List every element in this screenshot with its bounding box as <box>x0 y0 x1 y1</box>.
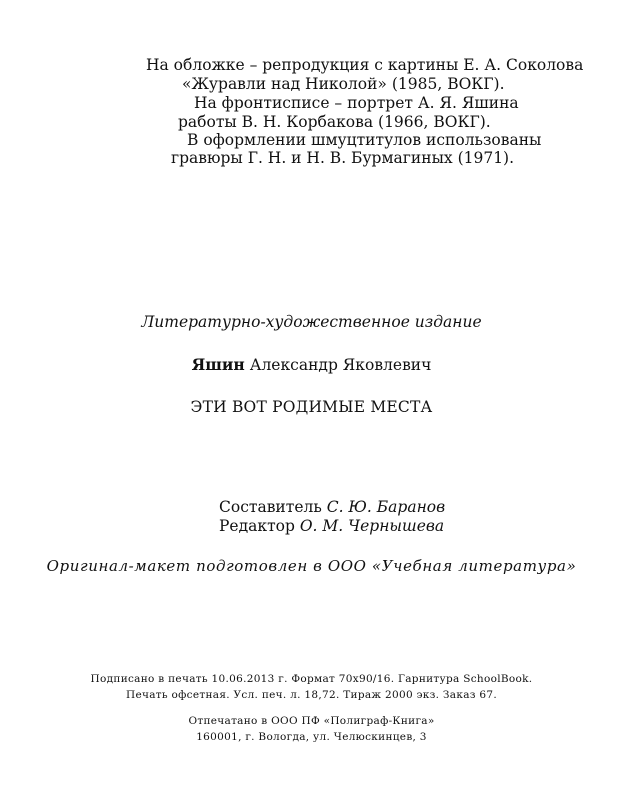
author-line <box>0 355 623 374</box>
imprint-row <box>0 715 623 727</box>
imprint-line: 160001, г. Вологда, ул. Челюскинцев, 3 <box>196 731 427 743</box>
layout-note: Оригинал-макет подготовлен в ООО «Учебная литература» <box>46 557 577 575</box>
credit-line: работы В. Н. Корбакова (1966, ВОКГ). <box>178 113 491 131</box>
imprint-row <box>0 689 623 701</box>
imprint-row <box>0 731 623 743</box>
genre-line <box>0 312 623 331</box>
editor-name: О. М. Чернышева <box>299 517 445 535</box>
credit-line: «Журавли над Николой» (1985, ВОКГ). <box>182 75 505 93</box>
imprint-line: Отпечатано в ООО ПФ «Полиграф-Книга» <box>188 715 435 727</box>
genre-text: Литературно-художественное издание <box>141 313 482 331</box>
imprint-line: Подписано в печать 10.06.2013 г. Формат 70х90/16. Гарнитура SchoolBook. <box>90 673 533 685</box>
author-surname: Яшин <box>191 355 245 374</box>
credit-line: На обложке – репродукция с картины Е. А. Соколова <box>146 56 584 74</box>
compiler-name: С. Ю. Баранов <box>326 498 446 516</box>
compiler-line <box>219 498 445 516</box>
book-title: ЭТИ ВОТ РОДИМЫЕ МЕСТА <box>190 398 433 416</box>
editor-role: Редактор <box>219 517 295 535</box>
credit-line: На фронтисписе – портрет А. Я. Яшина <box>194 94 519 112</box>
layout-note-line <box>0 556 623 575</box>
author-given-names: Александр Яковлевич <box>249 356 432 374</box>
credit-line: В оформлении шмуцтитулов использованы <box>187 131 542 149</box>
book-title-line <box>0 397 623 416</box>
imprint-row <box>0 673 623 685</box>
credit-line: гравюры Г. Н. и Н. В. Бурмагиных (1971). <box>171 149 515 167</box>
imprint-line: Печать офсетная. Усл. печ. л. 18,72. Тираж 2000 экз. Заказ 67. <box>125 689 498 701</box>
compiler-role: Составитель <box>219 498 322 516</box>
editor-line <box>219 517 444 535</box>
